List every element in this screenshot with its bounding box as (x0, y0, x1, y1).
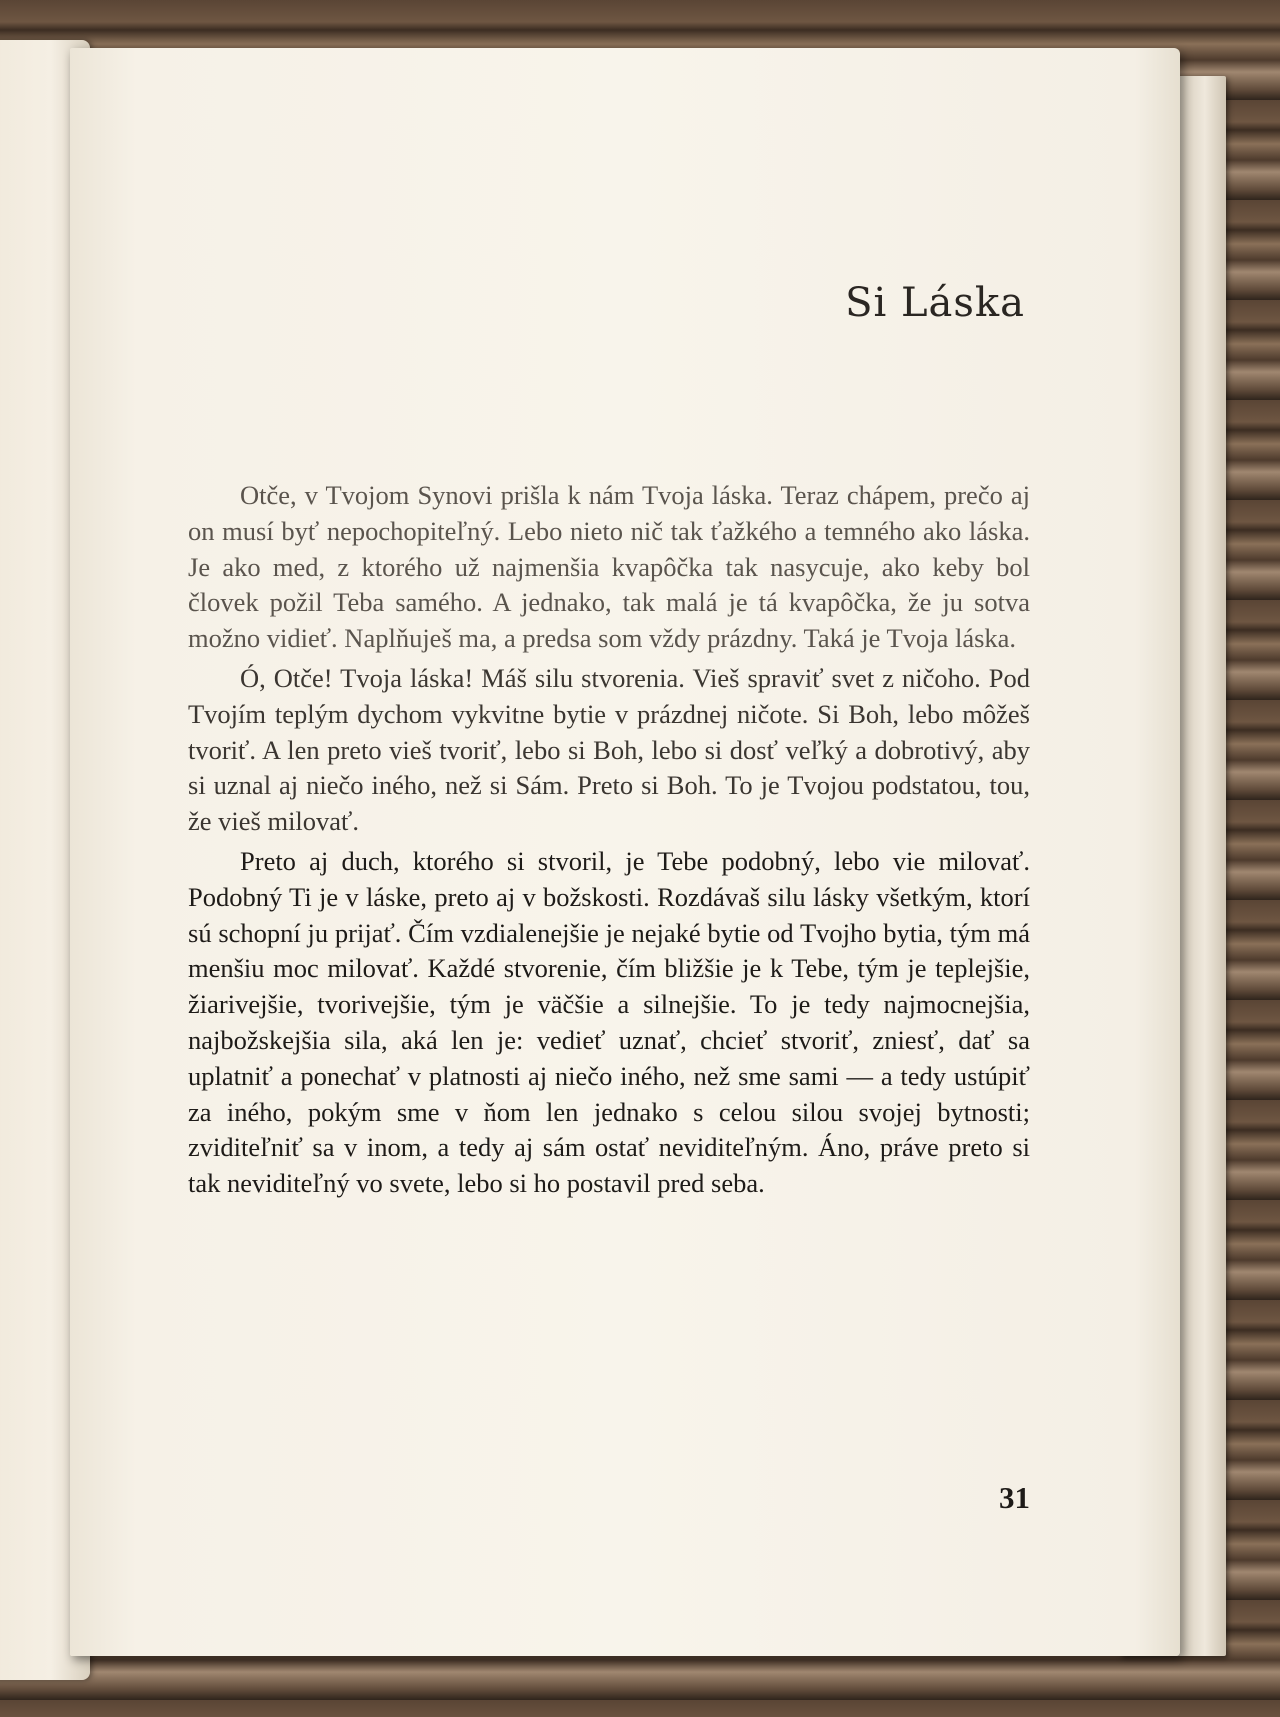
paragraph-1: Otče, v Tvojom Synovi prišla k nám Tvoja láska. Teraz chápem, prečo aj on musí byť nepochopiteľný. Lebo nieto nič tak ťažkého a temného ako láska. Je ako med, z ktorého už najmenšia kvapôčka tak nasycuje, ako keby bol človek požil Teba samého. A jednako, tak malá je tá kvapôčka, že ju sotva možno vidieť. Naplňuješ ma, a predsa som vždy prázdny. Taká je Tvoja láska. (188, 480, 1030, 654)
body-text (188, 478, 1030, 1206)
paragraph-2: Ó, Otče! Tvoja láska! Máš silu stvorenia. Vieš spraviť svet z ničoho. Pod Tvojím teplým dychom vykvitne bytie v prázdnej ničote. Si Boh, lebo môžeš tvoriť. A len preto vieš tvoriť, lebo si Boh, lebo si dosť veľký a dobrotivý, aby si uznal aj niečo iného, než si Sám. Preto si Boh. To je Tvojou podstatou, tou, že vieš milovať. (188, 662, 1030, 837)
chapter-title: Si Láska (845, 280, 1025, 326)
page-number: 31 (999, 1480, 1030, 1515)
paragraph-3: Preto aj duch, ktorého si stvoril, je Tebe podobný, lebo vie milovať. Podobný Ti je v láske, preto aj v božskosti. Rozdávaš silu lásky všetkým, ktorí sú schopní ju prijať. Čím vzdialenejšie je nejaké bytie od Tvojho bytia, tým má menšiu moc milovať. Každé stvorenie, čím bližšie je k Tebe, tým je teplejšie, žiarivejšie, tvorivejšie, tým je väčšie a silnejšie. To je tedy najmocnejšia, najbožskejšia sila, aká len je: vedieť uznať, chcieť stvoriť, zniesť, dať sa uplatniť a ponechať v platnosti aj niečo iného, než sme sami — a tedy ustúpiť za iného, pokým sme v ňom len jednako s celou silou svojej bytnosti; zviditeľniť sa v inom, a tedy aj sám ostať neviditeľným. Áno, práve preto si tak neviditeľný vo svete, lebo si ho postavil pred seba. (188, 845, 1030, 1199)
book-page (70, 48, 1180, 1656)
